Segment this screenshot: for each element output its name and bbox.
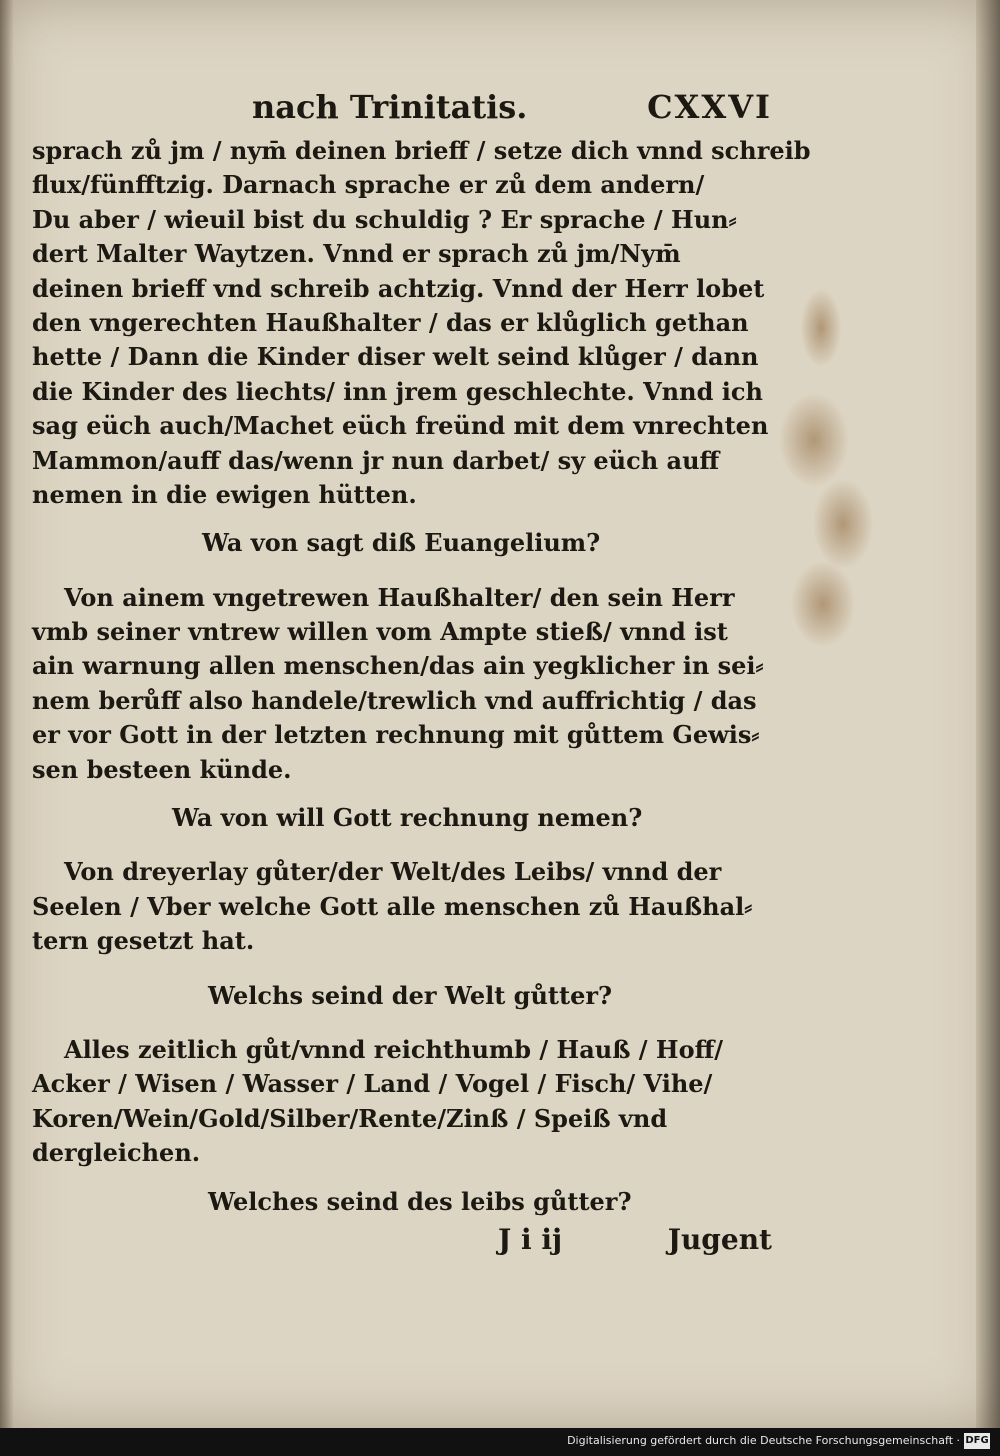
text-line: Von ainem vngetrewen Haußhalter/ den sein Herr [64,582,735,612]
question-heading: Wa von sagt diß Euangelium? [202,528,601,558]
text-line: Mammon/auff das/wenn jr nun darbet/ sy eüch auff [32,445,720,475]
footer-bar [0,1428,1000,1456]
question-heading: Wa von will Gott rechnung nemen? [172,803,643,833]
marginal-annotation-3 [812,478,874,570]
text-line: Koren/Wein/Gold/Silber/Rente/Zinß / Speiß vnd [32,1103,668,1133]
text-line: nem berůff also handele/trewlich vnd auffrichtig / das [32,685,757,715]
text-line: Alles zeitlich gůt/vnnd reichthumb / Hauß / Hoff/ [64,1034,724,1064]
text-line: Von dreyerlay gůter/der Welt/des Leibs/ vnnd der [64,857,722,887]
text-line: vmb seiner vntrew willen vom Ampte stieß/ vnnd ist [32,617,728,647]
paragraph [32,581,772,787]
text-block [32,86,811,1263]
question-heading: Welches seind des leibs gůtter? [208,1186,632,1216]
paragraph [32,134,811,512]
text-line: flux/fünfftzig. Darnach sprache er zů dem andern/ [32,170,705,200]
text-line: sag eüch auch/Machet eüch freünd mit dem vnrechten [32,411,769,441]
text-line: sprach zů jm / nym̄ deinen brieff / setze dich vnnd schreib [32,136,811,165]
catch-line [32,1223,772,1263]
text-line: sen besteen künde. [32,754,292,784]
text-line: tern gesetzt hat. [32,926,255,956]
footer-credit: Digitalisierung gefördert durch die Deutsche Forschungsgemeinschaft · [567,1434,960,1447]
running-head: nach Trinitatis. [252,88,528,126]
text-line: er vor Gott in der letzten rechnung mit gůttem Gewis⸗ [32,720,760,750]
text-line: nemen in die ewigen hütten. [32,479,417,509]
text-line: die Kinder des liechts/ inn jrem geschlechte. Vnnd ich [32,376,763,406]
text-line: Du aber / wieuil bist du schuldig ? Er sprache / Hun⸗ [32,204,737,234]
paragraph [32,855,772,958]
text-line: deinen brieff vnd schreib achtzig. Vnnd der Herr lobet [32,273,765,303]
spacer [32,512,772,526]
question-heading: Welchs seind der Welt gůtter? [208,980,613,1010]
spacer [32,1013,772,1033]
paragraph [32,1033,772,1171]
page-header [32,86,772,134]
marginal-annotation-2 [778,392,850,488]
spacer [32,561,772,581]
marginal-annotation-1 [800,288,842,368]
marginal-annotation-4 [790,560,856,648]
spacer [32,1171,772,1185]
spacer [32,835,772,855]
text-line: dergleichen. [32,1138,201,1168]
spacer [32,787,772,801]
text-line: Acker / Wisen / Wasser / Land / Vogel / Fisch/ Vihe/ [32,1069,713,1099]
signature-mark: J i ij [498,1222,563,1256]
text-line: hette / Dann die Kinder diser welt seind klůger / dann [32,342,759,372]
text-line: ain warnung allen menschen/das ain yegklicher in sei⸗ [32,651,764,681]
folio-number: CXXVI [647,88,772,126]
catchword: Jugent [667,1222,772,1256]
spacer [32,959,772,979]
dfg-logo: DFG [964,1433,990,1449]
text-line: den vngerechten Haußhalter / das er klůglich gethan [32,307,749,337]
text-line: Seelen / Vber welche Gott alle menschen zů Haußhal⸗ [32,891,753,921]
text-line: dert Malter Waytzen. Vnnd er sprach zů jm/Nym̄ [32,239,681,269]
